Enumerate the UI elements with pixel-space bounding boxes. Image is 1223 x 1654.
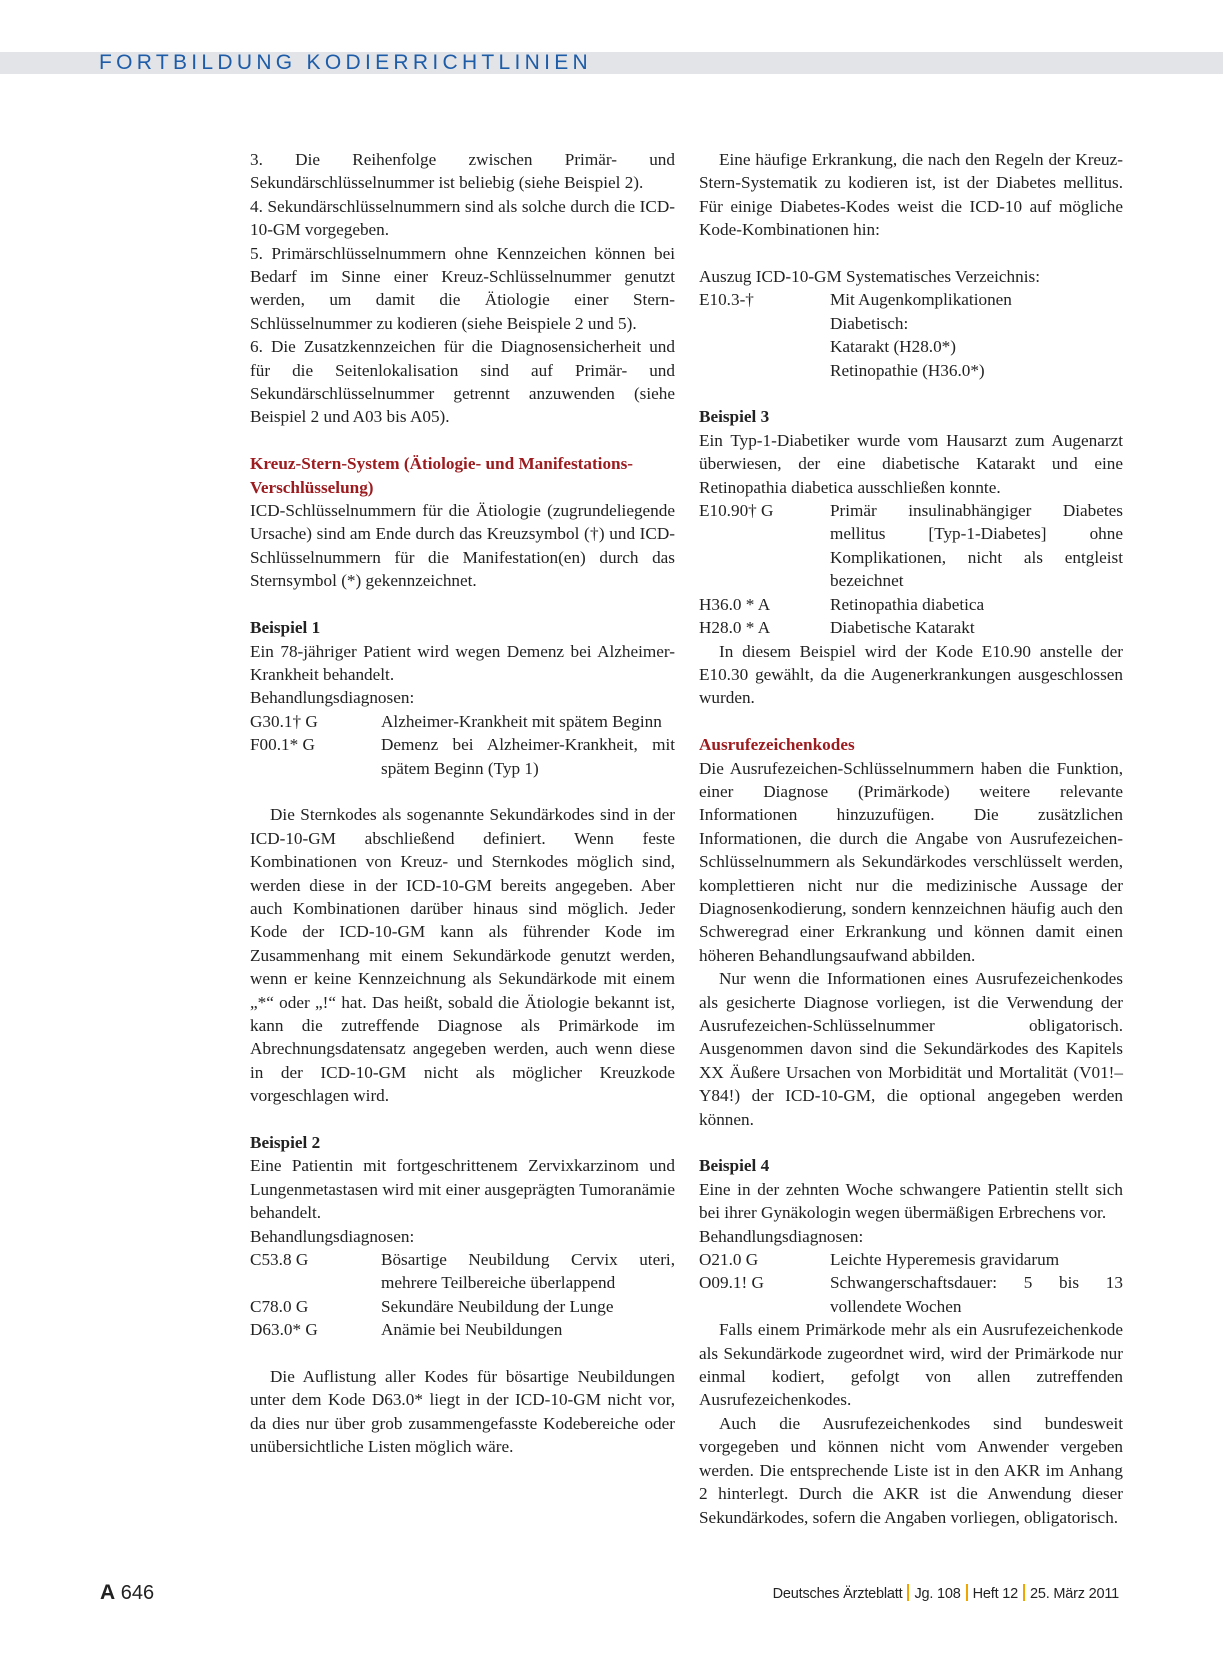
diagnosis-code: C53.8 G [250, 1250, 309, 1270]
right-column [699, 148, 1123, 1529]
auszug-label: Auszug ICD-10-GM Systematisches Verzeichnis: [699, 267, 1040, 287]
section-header-title: FORTBILDUNG KODIERRICHTLINIEN [99, 51, 593, 74]
footer-separator [907, 1584, 909, 1601]
journal-issue: Heft 12 [972, 1586, 1018, 1602]
auszug-row [699, 288, 1123, 311]
diagnosis-row [250, 710, 675, 733]
diagnosis-description: Alzheimer-Krankheit mit spätem Beginn [381, 711, 662, 731]
beispiel-3-heading: Beispiel 3 [699, 407, 770, 427]
list-item-5: 5. Primärschlüsselnummern ohne Kennzeichen können bei Bedarf im Sinne einer Kreuz-Schlüsselnummer genutzt werden, um damit die Ätiologie einer Stern-Schlüsselnummer zu kodieren (siehe Beispiele 2 und 5). [250, 243, 675, 333]
beispiel-4-heading: Beispiel 4 [699, 1156, 770, 1176]
list-item-6: 6. Die Zusatzkennzeichen für die Diagnosensicherheit und für die Seitenlokalisation sind auf Primär- und Sekundärschlüsselnummer getrennt anzuwenden (siehe Beispiel 2 und A03 bis A05). [250, 337, 675, 427]
auszug-row [699, 312, 1123, 335]
beispiel-3-explanation: In diesem Beispiel wird der Kode E10.90 anstelle der E10.30 gewählt, da die Augenerkrankungen ausgeschlossen wurden. [699, 641, 1123, 708]
left-column [250, 148, 675, 1459]
auszug-row [699, 359, 1123, 382]
list-item-3: 3. Die Reihenfolge zwischen Primär- und Sekundärschlüsselnummer ist beliebig (siehe Beispiel 2). [250, 150, 675, 193]
journal-volume: Jg. 108 [914, 1586, 961, 1602]
footer-separator [966, 1584, 968, 1601]
diagnosis-row [250, 733, 675, 780]
page-number [100, 1581, 154, 1605]
diagnosis-code: E10.90† G [699, 501, 774, 521]
diagnosis-row [699, 1248, 1123, 1271]
diagnosis-description: Bösartige Neubildung Cervix uteri, mehrere Teilbereiche überlappend [381, 1250, 675, 1293]
diagnosis-code: H36.0 * A [699, 594, 771, 614]
auflistung-paragraph: Die Auflistung aller Kodes für bösartige Neubildungen unter dem Kode D63.0* liegt in der ICD-10-GM nicht vor, da dies nur über grob zusammengefasste Kodebereiche oder unübersichtliche Listen möglich wäre. [250, 1367, 675, 1457]
diagnosis-description: Retinopathia diabetica [830, 594, 985, 614]
diagnosis-row [250, 1318, 675, 1341]
beispiel-1-text: Ein 78-jähriger Patient wird wegen Demenz bei Alzheimer-Krankheit behandelt. [250, 641, 675, 684]
footer-separator [1023, 1584, 1025, 1601]
beispiel-2-text: Eine Patientin mit fortgeschrittenem Zervixkarzinom und Lungenmetastasen wird mit einer ausgeprägten Tumoranämie behandelt. [250, 1156, 675, 1223]
diagnosis-description: Primär insulinabhängiger Diabetes mellitus [Typ-1-Diabetes] ohne Komplikationen, nicht als entgleist bezeichnet [830, 501, 1123, 591]
auszug-description: Katarakt (H28.0*) [830, 337, 956, 357]
page-letter: A [100, 1581, 116, 1604]
auszug-description: Diabetisch: [830, 313, 909, 333]
diagnosis-description: Leichte Hyperemesis gravidarum [830, 1250, 1060, 1270]
diagnosis-code: O09.1! G [699, 1273, 764, 1293]
auszug-code [699, 335, 830, 358]
auszug-code: E10.3-† [699, 290, 754, 310]
diagnosis-row [250, 1295, 675, 1318]
beispiel-4-followup-2: Auch die Ausrufezeichenkodes sind bundesweit vorgegeben und können nicht vom Anwender vergeben werden. Die entsprechende Liste ist in den AKR im Anhang 2 hinterlegt. Durch die AKR ist die Anwendung dieser Sekundärkodes, sofern die Angaben vorliegen, obligatorisch. [699, 1413, 1123, 1527]
diagnosis-row [699, 616, 1123, 639]
diagnosis-code: G30.1† G [250, 711, 318, 731]
diagnosis-row [250, 1248, 675, 1295]
diagnosis-description: Sekundäre Neubildung der Lunge [381, 1296, 614, 1316]
beispiel-2-heading: Beispiel 2 [250, 1133, 321, 1152]
diagnosis-code: F00.1* G [250, 735, 315, 755]
beispiel-2-diagnoses-label: Behandlungsdiagnosen: [250, 1226, 415, 1246]
diagnosis-description: Schwangerschaftsdauer: 5 bis 13 vollendete Wochen [830, 1273, 1123, 1316]
beispiel-3-text: Ein Typ-1-Diabetiker wurde vom Hausarzt zum Augenarzt überwiesen, der eine diabetische Katarakt und eine Retinopathia diabetica ausschließen konnte. [699, 430, 1123, 497]
auszug-description: Mit Augenkomplikationen [830, 290, 1012, 310]
diagnosis-description: Demenz bei Alzheimer-Krankheit, mit spätem Beginn (Typ 1) [381, 735, 675, 778]
ausrufezeichen-paragraph-1: Die Ausrufezeichen-Schlüsselnummern haben die Funktion, einer Diagnose (Primärkode) weitere relevante Informationen hinzuzufügen. Die zusätzlichen Informationen, die durch die Angabe von Ausrufezeichen-Schlüsselnummern als Sekundärkodes verschlüsselt werden, komplettieren nicht nur die medizinische Aussage der Diagnosenkodierung, sondern kennzeichnen häufig auch den Schweregrad einer Erkrankung und können damit einen höheren Behandlungsaufwand abbilden. [699, 758, 1123, 965]
ausrufezeichen-paragraph-2: Nur wenn die Informationen eines Ausrufezeichenkodes als gesicherte Diagnose vorliegen, ist die Verwendung der Ausrufezeichen-Schlüsselnummer obligatorisch. Ausgenommen davon sind die Sekundärkodes des Kapitels XX Äußere Ursachen von Morbidität und Mortalität (V01!–Y84!) der ICD-10-GM, die optional angegeben werden können. [699, 969, 1123, 1129]
auszug-code [699, 359, 830, 382]
kreuz-stern-heading: Kreuz-Stern-System (Ätiologie- und Manifestations-Verschlüsselung) [250, 454, 634, 497]
diagnosis-description: Diabetische Katarakt [830, 618, 975, 638]
ausrufezeichenkodes-heading: Ausrufezeichenkodes [699, 735, 855, 755]
journal-footer [773, 1584, 1119, 1604]
sternkodes-paragraph: Die Sternkodes als sogenannte Sekundärkodes sind in der ICD-10-GM abschließend definiert. Wenn feste Kombinationen von Kreuz- und Sternkodes möglich sind, werden diese in der ICD-10-GM bereits angegeben. Aber auch Kombinationen darüber hinaus sind möglich. Jeder Kode der ICD-10-GM kann als führender Kode im Zusammenhang mit einem Sekundärkode genutzt werden, wenn er keine Kennzeichnung als Sekundärkode mit einem „*“ oder „!“ hat. Das heißt, sobald die Ätiologie bekannt ist, kann die zutreffende Diagnose als Primärkode im Abrechnungsdatensatz angegeben werden, auch wenn diese in der ICD-10-GM nicht als möglicher Kreuzkode vorgeschlagen wird. [250, 805, 675, 1106]
diagnosis-code: D63.0* G [250, 1320, 318, 1340]
page-number-value: 646 [120, 1582, 155, 1604]
diagnosis-code: H28.0 * A [699, 618, 771, 638]
beispiel-1-diagnoses-label: Behandlungsdiagnosen: [250, 688, 415, 708]
auszug-description: Retinopathie (H36.0*) [830, 360, 985, 380]
diagnosis-row [699, 1271, 1123, 1318]
diagnosis-code: O21.0 G [699, 1250, 759, 1270]
auszug-row [699, 335, 1123, 358]
beispiel-4-followup-1: Falls einem Primärkode mehr als ein Ausrufezeichenkode als Sekundärkode zugeordnet wird, wird der Primärkode nur einmal kodiert, gefolgt von allen zutreffenden Ausrufezeichenkodes. [699, 1320, 1123, 1410]
diagnosis-code: C78.0 G [250, 1296, 309, 1316]
diabetes-intro-paragraph: Eine häufige Erkrankung, die nach den Regeln der Kreuz-Stern-Systematik zu kodieren ist, ist der Diabetes mellitus. Für einige Diabetes-Kodes weist die ICD-10 auf mögliche Kode-Kombinationen hin: [699, 150, 1123, 240]
list-item-4: 4. Sekundärschlüsselnummern sind als solche durch die ICD-10-GM vorgegeben. [250, 196, 675, 240]
diagnosis-row [699, 593, 1123, 616]
kreuz-stern-text: ICD-Schlüsselnummern für die Ätiologie (zugrundeliegende Ursache) sind am Ende durch das Kreuzsymbol (†) und ICD-Schlüsselnummern für die Manifestation(en) durch das Sternsymbol (*) gekennzeichnet. [250, 501, 675, 591]
diagnosis-row [699, 499, 1123, 593]
beispiel-4-diagnoses-label: Behandlungsdiagnosen: [699, 1226, 864, 1246]
auszug-code [699, 312, 830, 335]
beispiel-1-heading: Beispiel 1 [250, 618, 321, 638]
diagnosis-description: Anämie bei Neubildungen [381, 1320, 563, 1340]
journal-date: 25. März 2011 [1029, 1586, 1119, 1602]
journal-name: Deutsches Ärzteblatt [772, 1586, 903, 1602]
beispiel-4-text: Eine in der zehnten Woche schwangere Patientin stellt sich bei ihrer Gynäkologin wegen übermäßigen Erbrechens vor. [699, 1179, 1123, 1223]
